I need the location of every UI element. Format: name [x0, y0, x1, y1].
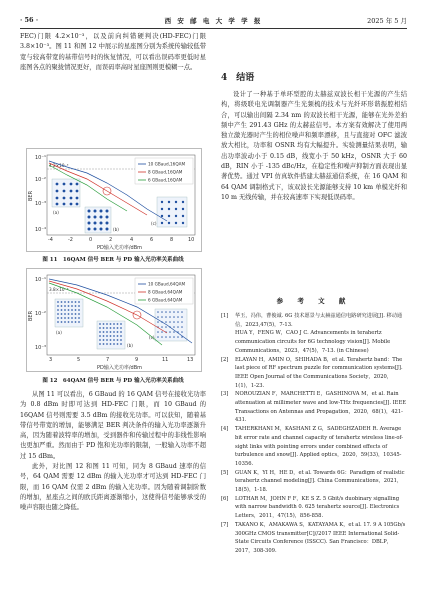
- legend-item: 6 GBaud,64QAM: [148, 297, 183, 303]
- y-tick: 10⁻⁴: [35, 227, 47, 233]
- constellation-c: [157, 197, 187, 227]
- paragraph: FEC)门限 4.2×10⁻³，以及前向纠错硬判决(HD-FEC)门限 3.8×10⁻³。图 11 和图 12 中展示的星座图分别为系统传输较低带宽与较高带宽的基带信号时的恢复情况，可以看出误码率更低时星座图各点的聚拢情况更好，而误码率高时星座图则更模糊一点。: [20, 33, 206, 71]
- references-list: [221, 312, 407, 556]
- figure-12-caption: 图 12 64QAM 信号 BER 与 PD 输入光功率关系曲线: [42, 378, 184, 384]
- x-tick: 11: [162, 357, 169, 363]
- reference-item: [5] GUAN K，YI H，HE D，et al. Towards 6G：Paradigm of realistic terahertz channel modeling[J]. China Communications，2021，18(5)，1-18.: [221, 469, 405, 494]
- figure-11-plot: [27, 149, 201, 251]
- x-tick: 10: [188, 237, 195, 243]
- y-tick: 10⁻¹: [35, 155, 47, 161]
- legend-item: 10 GBaud,16QAM: [148, 161, 186, 167]
- legend-item: 10 GBaud,64QAM: [148, 281, 186, 287]
- x-tick: -4: [48, 237, 53, 243]
- legend: [135, 158, 193, 184]
- paragraph: 此外，对比图 12 和图 11 可知，同为 8 GBaud 速率的信号，64 QAM 需要 12 dBm 的输入光功率才可达到 HD-FEC 门限，而 16 QAM 仅需 2 dBm 的输入光功率。因为随着调制阶数的增加，星座点之间的欧氏距离逐渐缩小，这使得信号能够承受的噪声容限也随之降低。: [20, 463, 206, 512]
- y-axis-label: BER: [28, 310, 34, 321]
- x-axis-label: PD输入光功率/dBm: [97, 365, 143, 371]
- issue-date: 2025 年 5 月: [367, 17, 407, 25]
- x-tick: 9: [135, 357, 139, 363]
- legend: [135, 278, 193, 304]
- reference-item: [4] TAHERKHANI M，KASHANI Z G，SADEGHZADEH R. Average bit error rate and channel capacity of terahertz wireless line-of-sight links with pointing errors under combined effects of turbulence and snow[J]. Applied optics，2020，59(33)，10345-10356.: [221, 426, 404, 467]
- panel-label: (a): [53, 210, 59, 215]
- left-bottom-text: [20, 390, 206, 514]
- legend-item: 8 GBaud,16QAM: [148, 169, 183, 175]
- y-tick: 10⁻²: [35, 177, 47, 183]
- reference-item: [6] LOTHAR M，JOHN F F，KE S Z. 5 Gbit/s duobinary signalling with narrow bandwidth 0. 625 terahertz source[J]. Electronics Letters，2011，47(15)，856-858.: [221, 495, 400, 520]
- journal-title: 西 安 邮 电 大 学 学 报: [164, 17, 263, 25]
- conclusion-text: [221, 90, 407, 203]
- constellation-b: [97, 321, 125, 349]
- x-tick: 6: [150, 237, 154, 243]
- reference-item: [3] NOROUZIAN F，MARCHETTI E，GASHINOVA M，et al. Rain attenuation at millimeter wave and low-THz frequencies[J]. IEEE Transactions on Antennas and Propagation，2020，68(1)，421-431.: [221, 391, 407, 424]
- x-tick: 5: [77, 357, 81, 363]
- x-tick: 4: [130, 237, 134, 243]
- x-tick: 2: [109, 237, 113, 243]
- reference-item: [1] 华玉，冯伟，曹俊诚. 6G 技术愿景与太赫兹通信电路研究进展[J]. 移动通信，2023,47(5)，7-13.: [221, 313, 403, 328]
- y-tick: 10⁻¹: [35, 277, 47, 283]
- reference-item: [7] TAKANO K，AMAKAWA S，KATAYAMA K，et al. 17. 9 A 105Gb/s 300GHz CMOS transmitter[C]//2017 IEEE International Solid-State Circuits Conference (ISSCC). San Francisco：DBLP，2017，308-309.: [221, 521, 406, 554]
- x-tick: 8: [170, 237, 174, 243]
- legend-item: 8 GBaud,64QAM: [148, 289, 183, 295]
- panel-label: (b): [127, 343, 133, 348]
- y-axis-label: BER: [28, 190, 34, 201]
- x-tick: -2: [68, 237, 73, 243]
- x-axis-label: PD输入光功率/dBm: [97, 245, 143, 251]
- section-heading: 4 结语: [221, 73, 255, 83]
- figure-11: [26, 148, 202, 252]
- reference-item: HUA Y，FENG W，CAO J C. Advancements in terahertz communication circuits for 6G technology vision[J]. Mobile Communications，2023，47(5)，7-13. (in Chinese): [235, 330, 391, 354]
- x-tick: 3: [49, 357, 53, 363]
- legend-item: 6 GBaud,16QAM: [148, 177, 183, 183]
- page-number: · 56 ·: [20, 16, 39, 24]
- constellation-a: [55, 299, 83, 327]
- figure-12-plot: [27, 269, 201, 371]
- y-tick: 10⁻³: [35, 201, 47, 207]
- references-heading: 参 考 文 献: [276, 297, 352, 305]
- x-tick: 0: [89, 237, 93, 243]
- paragraph: 从图 11 可以看出，6 GBaud 的 16 QAM 信号在接收光功率为 0.8 dBm 时即可达到 HD-FEC 门限，而 10 GBaud 的 16QAM 信号则需要 3.5 dBm 的接收光功率。可以获知，随着基带信号带宽的增加，能够满足 BER 判决条件的输入光功率逐渐升高，因为随着波特率的增加，受到器件和传输过程中的非线性影响也更加严重。然而由于 PD 饱和光功率的限制，一般输入功率不超过 15 dBm。: [20, 391, 206, 460]
- threshold-label: 4.2×10⁻³: [49, 163, 69, 168]
- paragraph: 设计了一种基于单环型腔的太赫兹双波长相干光源的产生结构，将级联电光调制器产生光频梳的技术与光纤环形谐振腔相结合，可以输出间隔 2.34 nm 的双波长相干光源，能够在光外差拍频中产生 291.43 GHz 的太赫兹信号。本方案有效解决了使用两独立激光器时产生的相位噪声和频率漂移，且与直接对 OFC 滤波放大相比，功率和 OSNR 均有大幅提升。实验测量结果表明，输出功率波动小于 0.15 dB，线宽小于 50 kHz，OSNR 大于 60 dB，RIN 小于 -135 dBc/Hz，在稳定性和噪声抑制方面表现出显著优势。通过 VPI 仿真软件搭建太赫兹通信系统，在 16 QAM 和 64 QAM 调制格式下，该双波长光源能够支持 10 km 单模光纤和 10 m 无线传输，并在较高速率下实现低误码率。: [221, 91, 407, 201]
- constellation-b: [85, 207, 111, 233]
- x-tick: 13: [187, 357, 194, 363]
- figure-11-caption: 图 11 16QAM 信号 BER 与 PD 输入光功率关系曲线: [42, 257, 184, 263]
- left-top-text: [20, 32, 206, 73]
- reference-item: [2] ELAYAN H，AMIN O，SHIHADA B，et al. Terahertz band：The last piece of RF spectrum puzzle for communication systems[J]. IEEE Open Journal of the Communications Society，2020，1(1)，1-23.: [221, 356, 403, 389]
- constellation-a: [52, 179, 80, 207]
- panel-label: (c): [151, 221, 157, 226]
- y-tick: 10⁻²: [35, 311, 47, 317]
- threshold-label: 3.8×10⁻³: [49, 287, 69, 292]
- panel-label: (b): [113, 227, 119, 232]
- y-tick: 10⁻³: [35, 345, 47, 351]
- running-header: [20, 14, 407, 29]
- x-tick: 7: [106, 357, 110, 363]
- panel-label: (a): [56, 330, 62, 335]
- figure-12: [26, 268, 202, 372]
- panel-label: (c): [149, 335, 155, 340]
